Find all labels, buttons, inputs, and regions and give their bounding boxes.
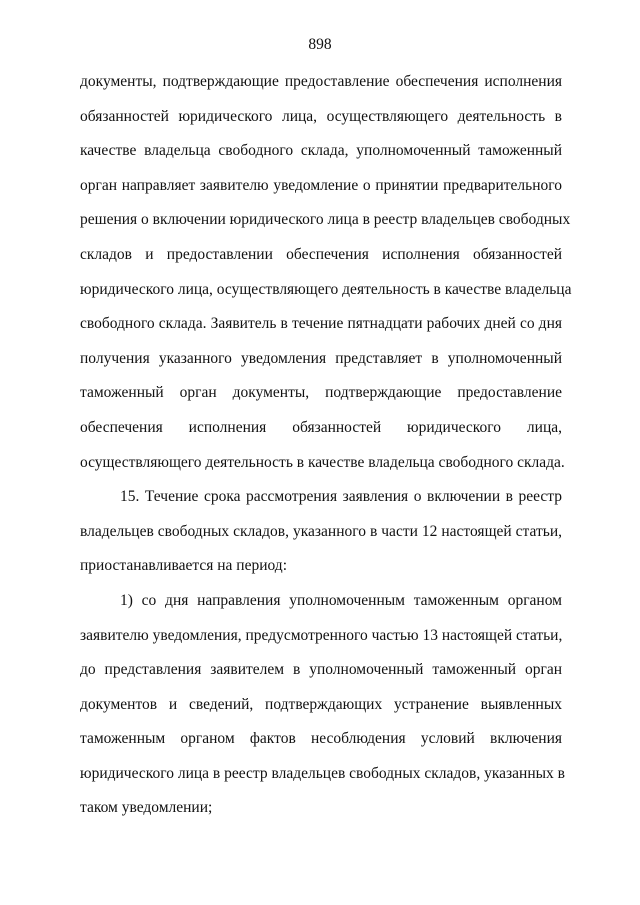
text-line: таком уведомлении; xyxy=(80,799,213,817)
text-line: свободного склада. Заявитель в течение пятнадцати рабочих дней со дня xyxy=(80,315,562,333)
text-line: складов и предоставлении обеспечения исполнения обязанностей xyxy=(80,245,562,263)
text-line: получения указанного уведомления представляет в уполномоченный xyxy=(80,349,562,367)
body-text xyxy=(80,72,572,833)
text-line: юридического лица в реестр владельцев свободных складов, указанных в xyxy=(80,764,565,782)
text-line: таможенным органом фактов несоблюдения условий включения xyxy=(80,730,562,748)
text-line: до представления заявителем в уполномоченный таможенный орган xyxy=(80,661,562,679)
page-number: 898 xyxy=(308,36,332,53)
text-line: осуществляющего деятельность в качестве владельца свободного склада. xyxy=(80,453,565,471)
text-line: таможенный орган документы, подтверждающие предоставление xyxy=(80,384,562,402)
text-line: документы, подтверждающие предоставление обеспечения исполнения xyxy=(80,73,562,90)
text-line: заявителю уведомления, предусмотренного частью 13 настоящей статьи, xyxy=(80,626,563,644)
text-line: качестве владельца свободного склада, уполномоченный таможенный xyxy=(80,142,562,160)
text-line: юридического лица, осуществляющего деятельность в качестве владельца xyxy=(80,280,572,298)
text-line: обязанностей юридического лица, осуществляющего деятельность в xyxy=(80,107,562,125)
text-line: документов и сведений, подтверждающих устранение выявленных xyxy=(80,695,562,713)
text-line: решения о включении юридического лица в реестр владельцев свободных xyxy=(80,211,571,229)
text-line: владельцев свободных складов, указанного в части 12 настоящей статьи, xyxy=(80,522,562,540)
text-line: орган направляет заявителю уведомление о принятии предварительного xyxy=(80,176,562,194)
text-line: 1) со дня направления уполномоченным таможенным органом xyxy=(120,591,562,609)
text-line: обеспечения исполнения обязанностей юридического лица, xyxy=(80,418,562,436)
text-line: 15. Течение срока рассмотрения заявления о включении в реестр xyxy=(120,488,562,506)
text-line: приостанавливается на период: xyxy=(80,557,288,575)
